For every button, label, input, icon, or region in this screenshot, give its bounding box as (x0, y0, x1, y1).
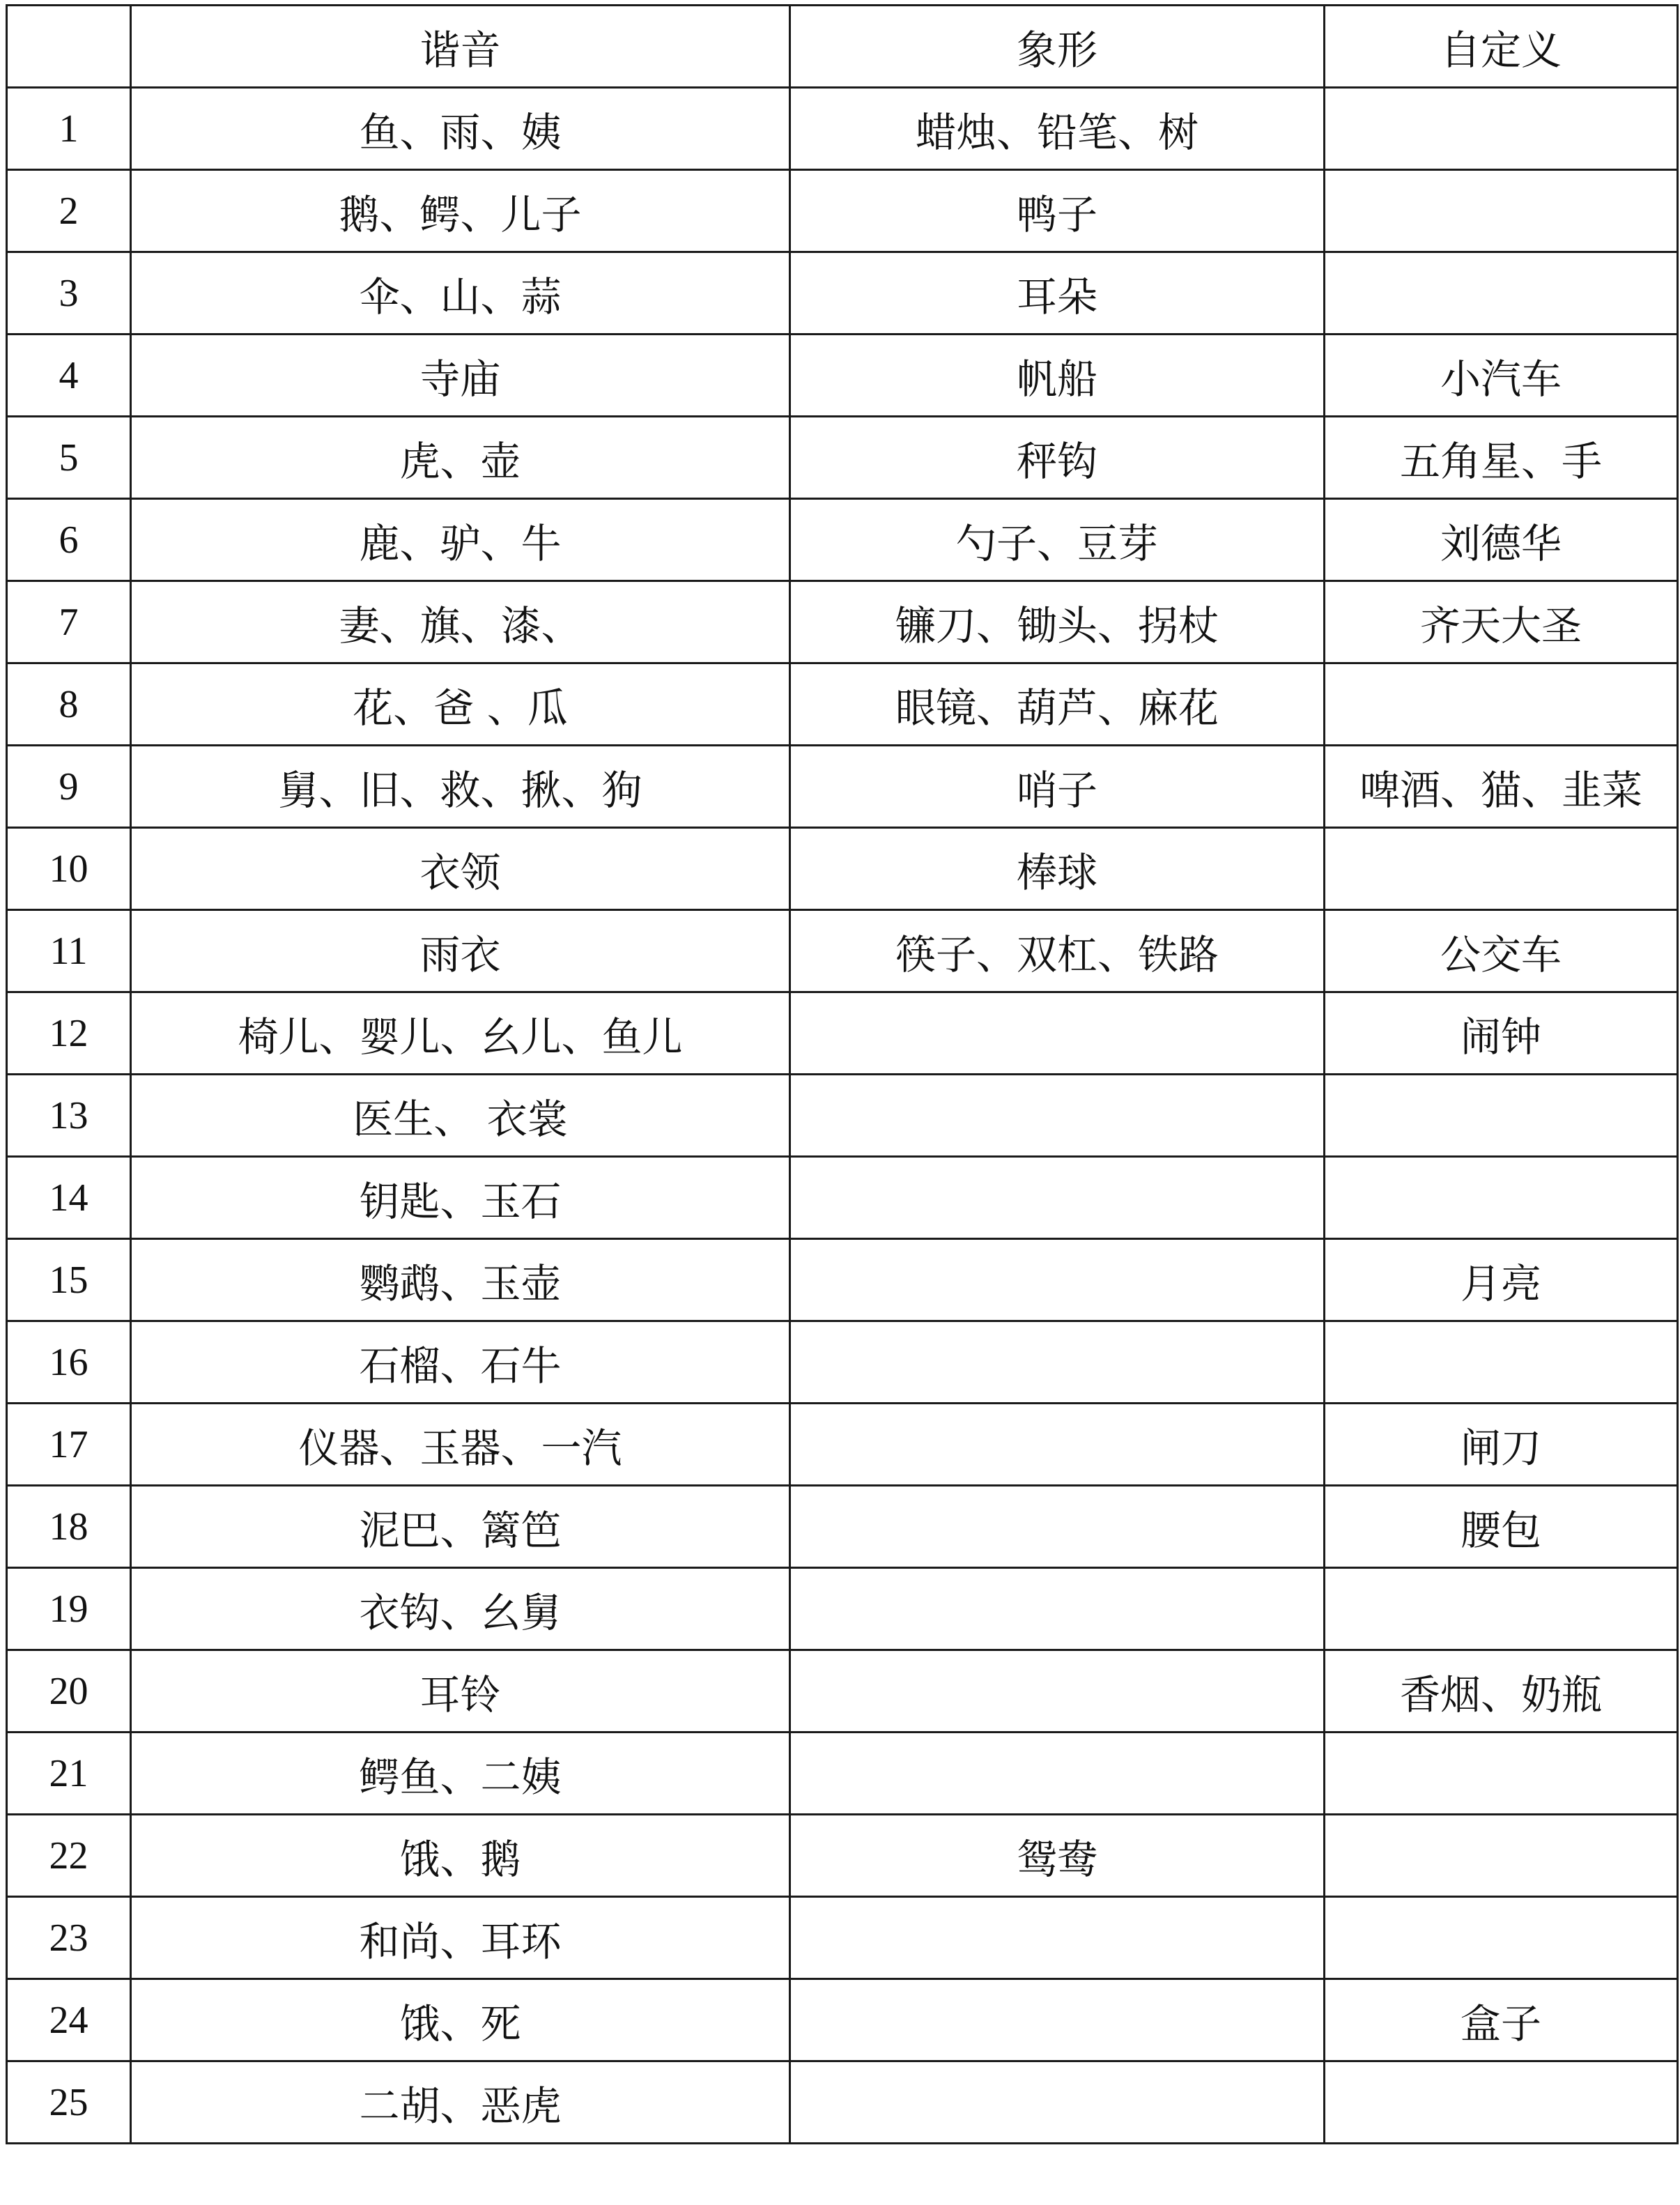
table-row (7, 746, 1678, 828)
homophone-cell: 鹦鹉、玉壶 (131, 1239, 790, 1321)
table-row (7, 1568, 1678, 1650)
custom-cell: 刘德华 (1325, 499, 1678, 581)
row-number-cell: 22 (7, 1815, 131, 1897)
table-row (7, 499, 1678, 581)
pictograph-cell (790, 2061, 1325, 2144)
homophone-cell: 石榴、石牛 (131, 1321, 790, 1404)
table-row (7, 1486, 1678, 1568)
row-number-cell: 8 (7, 663, 131, 746)
row-number-cell: 14 (7, 1157, 131, 1239)
pictograph-cell (790, 1157, 1325, 1239)
table-row (7, 2061, 1678, 2144)
custom-cell (1325, 1732, 1678, 1815)
table-row (7, 992, 1678, 1075)
pictograph-cell: 鸳鸯 (790, 1815, 1325, 1897)
table-row (7, 1650, 1678, 1732)
row-number-cell: 4 (7, 335, 131, 417)
table-row (7, 1897, 1678, 1979)
homophone-cell: 和尚、耳环 (131, 1897, 790, 1979)
table-row (7, 88, 1678, 170)
row-number-cell: 25 (7, 2061, 131, 2144)
homophone-cell: 雨衣 (131, 910, 790, 992)
custom-cell (1325, 88, 1678, 170)
pictograph-cell (790, 1568, 1325, 1650)
homophone-cell: 妻、旗、漆、 (131, 581, 790, 663)
custom-cell: 啤酒、猫、韭菜 (1325, 746, 1678, 828)
pictograph-cell: 棒球 (790, 828, 1325, 910)
row-number-cell: 3 (7, 252, 131, 335)
pictograph-cell (790, 1321, 1325, 1404)
pictograph-cell: 筷子、双杠、铁路 (790, 910, 1325, 992)
homophone-cell: 衣领 (131, 828, 790, 910)
homophone-cell: 衣钩、幺舅 (131, 1568, 790, 1650)
row-number-cell: 5 (7, 417, 131, 499)
pictograph-cell: 帆船 (790, 335, 1325, 417)
custom-cell: 月亮 (1325, 1239, 1678, 1321)
row-number-cell: 17 (7, 1404, 131, 1486)
table-row (7, 1321, 1678, 1404)
pictograph-cell: 哨子 (790, 746, 1325, 828)
pictograph-cell (790, 1650, 1325, 1732)
row-number-cell: 10 (7, 828, 131, 910)
row-number-cell: 9 (7, 746, 131, 828)
row-number-cell: 12 (7, 992, 131, 1075)
homophone-cell: 伞、山、蒜 (131, 252, 790, 335)
header-row (7, 6, 1678, 88)
custom-cell: 闸刀 (1325, 1404, 1678, 1486)
row-number-cell: 23 (7, 1897, 131, 1979)
table-row (7, 1157, 1678, 1239)
homophone-cell: 二胡、恶虎 (131, 2061, 790, 2144)
header-number (7, 6, 131, 88)
row-number-cell: 7 (7, 581, 131, 663)
pictograph-cell: 勺子、豆芽 (790, 499, 1325, 581)
pictograph-cell (790, 1486, 1325, 1568)
homophone-cell: 鹿、驴、牛 (131, 499, 790, 581)
custom-cell: 腰包 (1325, 1486, 1678, 1568)
table-row (7, 910, 1678, 992)
table-row (7, 170, 1678, 252)
table-row (7, 335, 1678, 417)
row-number-cell: 11 (7, 910, 131, 992)
row-number-cell: 20 (7, 1650, 131, 1732)
homophone-cell: 鱼、雨、姨 (131, 88, 790, 170)
pictograph-cell: 耳朵 (790, 252, 1325, 335)
custom-cell (1325, 2061, 1678, 2144)
table-row (7, 1732, 1678, 1815)
table-row (7, 1979, 1678, 2061)
table-row (7, 252, 1678, 335)
pictograph-cell (790, 992, 1325, 1075)
homophone-cell: 仪器、玉器、一汽 (131, 1404, 790, 1486)
mnemonic-table (6, 4, 1679, 2144)
pictograph-cell: 秤钩 (790, 417, 1325, 499)
homophone-cell: 耳铃 (131, 1650, 790, 1732)
table-row (7, 1075, 1678, 1157)
custom-cell (1325, 1568, 1678, 1650)
pictograph-cell: 镰刀、锄头、拐杖 (790, 581, 1325, 663)
homophone-cell: 饿、鹅 (131, 1815, 790, 1897)
custom-cell (1325, 252, 1678, 335)
homophone-cell: 钥匙、玉石 (131, 1157, 790, 1239)
header-pictograph: 象形 (790, 6, 1325, 88)
table-row (7, 417, 1678, 499)
row-number-cell: 18 (7, 1486, 131, 1568)
homophone-cell: 椅儿、婴儿、幺儿、鱼儿 (131, 992, 790, 1075)
custom-cell: 盒子 (1325, 1979, 1678, 2061)
row-number-cell: 1 (7, 88, 131, 170)
homophone-cell: 鳄鱼、二姨 (131, 1732, 790, 1815)
custom-cell (1325, 170, 1678, 252)
table-row (7, 1239, 1678, 1321)
pictograph-cell (790, 1239, 1325, 1321)
row-number-cell: 2 (7, 170, 131, 252)
custom-cell: 齐天大圣 (1325, 581, 1678, 663)
row-number-cell: 21 (7, 1732, 131, 1815)
custom-cell (1325, 828, 1678, 910)
pictograph-cell (790, 1404, 1325, 1486)
row-number-cell: 6 (7, 499, 131, 581)
pictograph-cell: 眼镜、葫芦、麻花 (790, 663, 1325, 746)
homophone-cell: 泥巴、篱笆 (131, 1486, 790, 1568)
pictograph-cell (790, 1979, 1325, 2061)
homophone-cell: 花、爸 、瓜 (131, 663, 790, 746)
homophone-cell: 饿、死 (131, 1979, 790, 2061)
custom-cell (1325, 663, 1678, 746)
custom-cell: 香烟、奶瓶 (1325, 1650, 1678, 1732)
table-row (7, 1404, 1678, 1486)
custom-cell: 闹钟 (1325, 992, 1678, 1075)
custom-cell (1325, 1157, 1678, 1239)
custom-cell: 五角星、手 (1325, 417, 1678, 499)
custom-cell: 公交车 (1325, 910, 1678, 992)
row-number-cell: 16 (7, 1321, 131, 1404)
table-row (7, 828, 1678, 910)
pictograph-cell: 鸭子 (790, 170, 1325, 252)
homophone-cell: 寺庙 (131, 335, 790, 417)
row-number-cell: 19 (7, 1568, 131, 1650)
custom-cell (1325, 1815, 1678, 1897)
homophone-cell: 鹅、鳄、儿子 (131, 170, 790, 252)
row-number-cell: 24 (7, 1979, 131, 2061)
homophone-cell: 虎、壶 (131, 417, 790, 499)
row-number-cell: 15 (7, 1239, 131, 1321)
table-row (7, 1815, 1678, 1897)
custom-cell: 小汽车 (1325, 335, 1678, 417)
header-homophone: 谐音 (131, 6, 790, 88)
row-number-cell: 13 (7, 1075, 131, 1157)
table-row (7, 663, 1678, 746)
custom-cell (1325, 1321, 1678, 1404)
custom-cell (1325, 1897, 1678, 1979)
pictograph-cell (790, 1897, 1325, 1979)
pictograph-cell (790, 1732, 1325, 1815)
mnemonic-table-container (6, 4, 1679, 2144)
homophone-cell: 舅、旧、救、揪、狗 (131, 746, 790, 828)
pictograph-cell (790, 1075, 1325, 1157)
pictograph-cell: 蜡烛、铅笔、树 (790, 88, 1325, 170)
custom-cell (1325, 1075, 1678, 1157)
table-row (7, 581, 1678, 663)
homophone-cell: 医生、 衣裳 (131, 1075, 790, 1157)
header-custom: 自定义 (1325, 6, 1678, 88)
